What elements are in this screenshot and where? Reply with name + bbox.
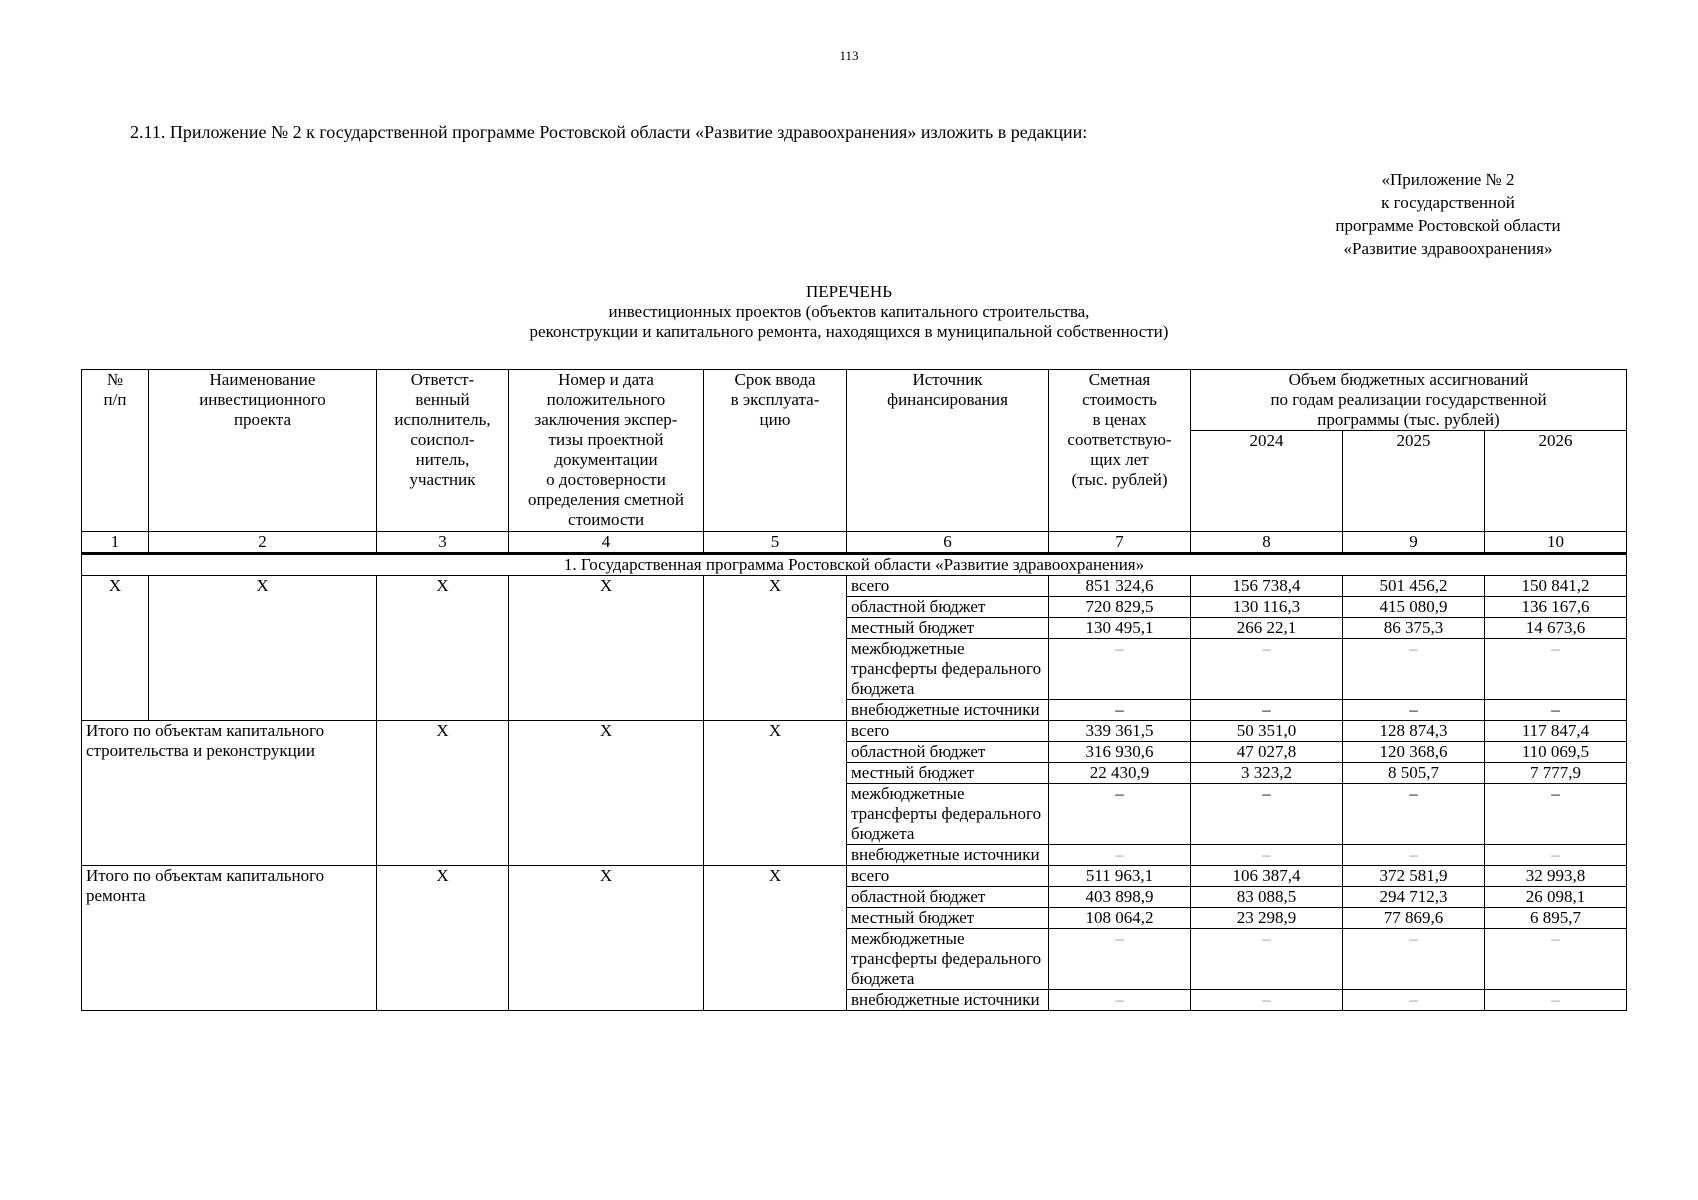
cell-2026: –: [1485, 700, 1627, 721]
appendix-label: [1298, 168, 1598, 260]
cell-2026: 32 993,8: [1485, 866, 1627, 887]
section-title: 1. Государственная программа Ростовской области «Развитие здравоохранения»: [82, 554, 1627, 576]
cell-2025: 8 505,7: [1343, 763, 1485, 784]
cell-2026: 117 847,4: [1485, 721, 1627, 742]
intro-paragraph: 2.11. Приложение № 2 к государственной программе Ростовской области «Развитие здравоохранения» изложить в редакции:: [130, 122, 1088, 142]
cell-2024: –: [1191, 929, 1343, 990]
cell-term: Х: [704, 576, 847, 721]
column-number: 2: [149, 532, 377, 554]
cell-2025: –: [1343, 639, 1485, 700]
cell-2025: 120 368,6: [1343, 742, 1485, 763]
cell-2025: 77 869,6: [1343, 908, 1485, 929]
cell-source: всего: [847, 576, 1049, 597]
section-row: [82, 554, 1627, 576]
header-num: № п/п: [82, 370, 149, 532]
document-heading: [0, 282, 1698, 342]
column-number: 6: [847, 532, 1049, 554]
cell-2025: 294 712,3: [1343, 887, 1485, 908]
header-executor: Ответст- венный исполнитель, соиспол- нитель, участник: [377, 370, 509, 532]
cell-cost: 22 430,9: [1049, 763, 1191, 784]
cell-executor: Х: [377, 721, 509, 866]
cell-2024: –: [1191, 990, 1343, 1011]
cell-2025: –: [1343, 929, 1485, 990]
header-term: Срок ввода в эксплуата- цию: [704, 370, 847, 532]
cell-term: Х: [704, 866, 847, 1011]
cell-executor: Х: [377, 576, 509, 721]
cell-2025: 501 456,2: [1343, 576, 1485, 597]
cell-cost: –: [1049, 784, 1191, 845]
cell-cost: 403 898,9: [1049, 887, 1191, 908]
table-row: [82, 576, 1627, 597]
cell-2024: 47 027,8: [1191, 742, 1343, 763]
cell-2024: 156 738,4: [1191, 576, 1343, 597]
cell-expertise: Х: [509, 721, 704, 866]
appendix-line: «Развитие здравоохранения»: [1343, 239, 1553, 258]
cell-2024: 23 298,9: [1191, 908, 1343, 929]
cell-source: межбюджетные трансферты федерального бюджета: [847, 639, 1049, 700]
column-number: 1: [82, 532, 149, 554]
cell-cost: 108 064,2: [1049, 908, 1191, 929]
table-row: [82, 866, 1627, 887]
cell-2026: 7 777,9: [1485, 763, 1627, 784]
cell-source: областной бюджет: [847, 597, 1049, 618]
cell-source: межбюджетные трансферты федерального бюджета: [847, 784, 1049, 845]
table-row: [82, 721, 1627, 742]
column-number: 7: [1049, 532, 1191, 554]
header-year-2024: 2024: [1191, 431, 1343, 532]
cell-group-name: Итого по объектам капитального ремонта: [82, 866, 377, 1011]
cell-group-name: Итого по объектам капитального строительства и реконструкции: [82, 721, 377, 866]
column-number-row: [82, 532, 1627, 554]
cell-2026: –: [1485, 784, 1627, 845]
cell-2024: 106 387,4: [1191, 866, 1343, 887]
cell-2026: 14 673,6: [1485, 618, 1627, 639]
column-number: 3: [377, 532, 509, 554]
column-number: 8: [1191, 532, 1343, 554]
cell-num: Х: [82, 576, 149, 721]
column-number: 4: [509, 532, 704, 554]
cell-term: Х: [704, 721, 847, 866]
cell-cost: 316 930,6: [1049, 742, 1191, 763]
cell-cost: –: [1049, 929, 1191, 990]
group-construction-total: [82, 721, 1627, 866]
cell-2026: 150 841,2: [1485, 576, 1627, 597]
cell-2024: 130 116,3: [1191, 597, 1343, 618]
cell-cost: –: [1049, 845, 1191, 866]
cell-2024: –: [1191, 639, 1343, 700]
heading-line: реконструкции и капитального ремонта, находящихся в муниципальной собственности): [529, 322, 1169, 341]
page-number: 113: [839, 48, 859, 63]
cell-cost: 130 495,1: [1049, 618, 1191, 639]
cell-2025: –: [1343, 990, 1485, 1011]
cell-2025: 128 874,3: [1343, 721, 1485, 742]
cell-source: местный бюджет: [847, 908, 1049, 929]
cell-cost: 720 829,5: [1049, 597, 1191, 618]
header-volume: Объем бюджетных ассигнований по годам реализации государственной программы (тыс. рублей): [1191, 370, 1627, 431]
cell-expertise: Х: [509, 866, 704, 1011]
cell-executor: Х: [377, 866, 509, 1011]
cell-2026: –: [1485, 990, 1627, 1011]
header-name: Наименование инвестиционного проекта: [149, 370, 377, 532]
heading-line: инвестиционных проектов (объектов капитального строительства,: [608, 302, 1090, 321]
cell-source: всего: [847, 721, 1049, 742]
column-number: 10: [1485, 532, 1627, 554]
cell-cost: 511 963,1: [1049, 866, 1191, 887]
cell-2024: 83 088,5: [1191, 887, 1343, 908]
header-year-2026: 2026: [1485, 431, 1627, 532]
column-number: 9: [1343, 532, 1485, 554]
column-number: 5: [704, 532, 847, 554]
cell-cost: 339 361,5: [1049, 721, 1191, 742]
cell-expertise: Х: [509, 576, 704, 721]
cell-2026: –: [1485, 845, 1627, 866]
cell-2026: 136 167,6: [1485, 597, 1627, 618]
cell-2024: –: [1191, 784, 1343, 845]
cell-source: местный бюджет: [847, 763, 1049, 784]
header-expertise: Номер и дата положительного заключения экспер- тизы проектной документации о достоверности определения сметной стоимости: [509, 370, 704, 532]
group-repair-total: [82, 866, 1627, 1011]
cell-source: внебюджетные источники: [847, 990, 1049, 1011]
cell-2026: –: [1485, 639, 1627, 700]
cell-2026: 26 098,1: [1485, 887, 1627, 908]
cell-name: Х: [149, 576, 377, 721]
cell-2024: 50 351,0: [1191, 721, 1343, 742]
cell-2026: 6 895,7: [1485, 908, 1627, 929]
cell-source: внебюджетные источники: [847, 700, 1049, 721]
cell-source: межбюджетные трансферты федерального бюджета: [847, 929, 1049, 990]
cell-source: всего: [847, 866, 1049, 887]
header-cost: Сметная стоимость в ценах соответствую- щих лет (тыс. рублей): [1049, 370, 1191, 532]
cell-2024: 266 22,1: [1191, 618, 1343, 639]
cell-2026: 110 069,5: [1485, 742, 1627, 763]
header-source: Источник финансирования: [847, 370, 1049, 532]
cell-cost: 851 324,6: [1049, 576, 1191, 597]
cell-source: областной бюджет: [847, 742, 1049, 763]
appendix-line: к государственной: [1381, 193, 1515, 212]
cell-2025: 372 581,9: [1343, 866, 1485, 887]
cell-cost: –: [1049, 700, 1191, 721]
header-row: [82, 370, 1627, 431]
investment-projects-table: [81, 369, 1627, 1011]
cell-2025: 86 375,3: [1343, 618, 1485, 639]
group-total-program: [82, 576, 1627, 721]
cell-cost: –: [1049, 639, 1191, 700]
cell-2025: –: [1343, 845, 1485, 866]
cell-2025: 415 080,9: [1343, 597, 1485, 618]
cell-2024: –: [1191, 845, 1343, 866]
appendix-line: программе Ростовской области: [1335, 216, 1561, 235]
header-year-2025: 2025: [1343, 431, 1485, 532]
cell-2024: 3 323,2: [1191, 763, 1343, 784]
cell-2025: –: [1343, 700, 1485, 721]
cell-2025: –: [1343, 784, 1485, 845]
cell-2024: –: [1191, 700, 1343, 721]
cell-2026: –: [1485, 929, 1627, 990]
cell-source: местный бюджет: [847, 618, 1049, 639]
cell-cost: –: [1049, 990, 1191, 1011]
cell-source: областной бюджет: [847, 887, 1049, 908]
heading-line: ПЕРЕЧЕНЬ: [806, 282, 892, 301]
cell-source: внебюджетные источники: [847, 845, 1049, 866]
appendix-line: «Приложение № 2: [1381, 170, 1515, 189]
